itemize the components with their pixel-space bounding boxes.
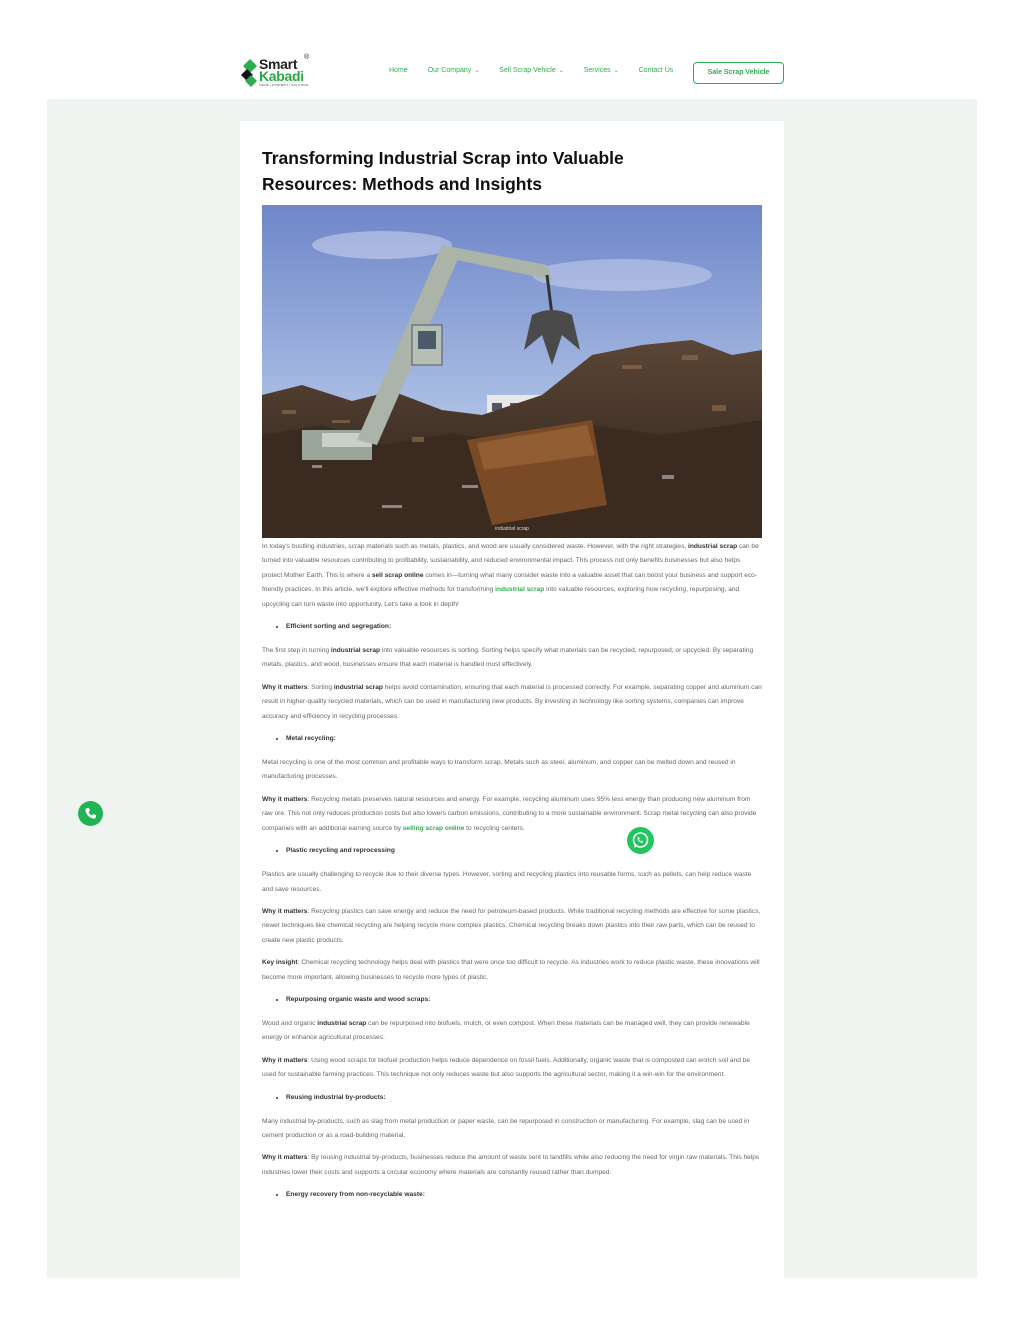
section-1-paragraph-2 xyxy=(262,681,762,724)
article-title: Transforming Industrial Scrap into Valuable Resources: Methods and Insights xyxy=(262,148,624,194)
section-3-list xyxy=(262,844,762,858)
s4-text-2: can be repurposed into biofuels, mulch, or even compost. When these materials can be managed well, they can provide renewable energy or enhance agricultural processes. xyxy=(262,1019,750,1042)
s1-why-text-2: helps avoid contamination, ensuring that each material is processed correctly. For example, separating copper and aluminum can result in higher-quality recycled materials, which can be used in manufacturing new products. By investing in technology like sorting systems, companies can improve accuracy and efficiency in recycling processes. xyxy=(262,683,762,720)
section-5-heading: • Reusing industrial by-products: xyxy=(286,1091,762,1105)
article-body xyxy=(262,540,762,1212)
s1-why-bold: industrial scrap xyxy=(333,683,383,691)
section-3-heading: • Plastic recycling and reprocessing xyxy=(286,844,762,858)
section-2-heading: • Metal recycling: xyxy=(286,732,762,746)
phone-icon xyxy=(78,801,103,826)
nav-sell-scrap-vehicle-label: Sell Scrap Vehicle xyxy=(499,67,556,74)
section-6-list xyxy=(262,1188,762,1202)
section-5-list xyxy=(262,1091,762,1105)
s1-why-text: : Sorting xyxy=(307,683,334,691)
nav-home[interactable] xyxy=(389,67,408,74)
intro-text-2: can be turned into valuable resources contributing to profitability, sustainability, and reduced environmental impact. This process not only benefits businesses but also helps protect Mother Earth. This is where a xyxy=(262,543,759,579)
logo-name-line2: Kabadi xyxy=(259,68,304,84)
sale-scrap-vehicle-button[interactable]: Sale Scrap Vehicle xyxy=(693,62,784,84)
intro-text-1: In today's bustling industries, scrap materials such as metals, plastics, and wood are usually considered waste. However, with the right strategies, xyxy=(262,543,689,550)
nav-services[interactable] xyxy=(584,67,619,74)
s4-why-text: : Using wood scraps for biofuel production helps reduce dependence on fossil fuels. Additionally, organic waste that is composted can enrich soil and be used for sustainable farming practices. This technique not only reduces waste but also supports the agricultural sector, making it a win-win for the environment. xyxy=(262,1056,751,1079)
main-nav xyxy=(389,67,693,74)
article-card xyxy=(240,121,784,1278)
scrap-excavator-illustration xyxy=(262,205,762,538)
s3-key-text: : Chemical recycling technology helps deal with plastics that were once too difficult to recycle. As industries work to reduce plastic waste, these innovations will become more important, allowing businesses to recycle more types of plastic. xyxy=(262,959,760,981)
s1-text: The first step in turning xyxy=(262,647,331,655)
s3-why-text: : Recycling plastics can save energy and reduce the need for petroleum-based products. While traditional recycling methods are effective for some plastics, newer techniques like chemical recycling are helping recycle more complex plastics. Chemical recycling breaks down plastics into their raw parts, which can be reused to create new plastic products. xyxy=(262,907,761,944)
key-insight-label: Key insight xyxy=(262,959,298,967)
s4-text: Wood and organic xyxy=(262,1019,318,1027)
selling-scrap-online-link[interactable]: selling scrap online xyxy=(402,824,465,832)
section-2-list xyxy=(262,732,762,746)
section-4-paragraph-1 xyxy=(262,1017,762,1046)
section-3-paragraph-2 xyxy=(262,905,762,948)
why-it-matters-label: Why it matters xyxy=(262,795,308,803)
nav-our-company[interactable] xyxy=(428,67,480,74)
nav-contact-us-label: Contact Us xyxy=(638,67,674,74)
s4-bold: industrial scrap xyxy=(317,1019,367,1027)
nav-home-label: Home xyxy=(389,67,408,74)
why-it-matters-label: Why it matters xyxy=(262,1056,308,1064)
page-frame xyxy=(47,47,977,1278)
site-header xyxy=(47,47,977,99)
section-3-paragraph-1: Plastics are usually challenging to recycle due to their diverse types. However, sorting and recycling plastics into reusable forms, such as pellets, can help reduce waste and save resources. xyxy=(262,871,752,893)
s1-text-2: into valuable resources is sorting. Sorting helps specify what materials can be recycled, repurposed, or upcycled. By separating metals, plastics, and wood, businesses ensure that each material is handled most effectively. xyxy=(262,647,754,669)
section-1-heading: • Efficient sorting and segregation: xyxy=(286,620,762,634)
section-4-paragraph-2 xyxy=(262,1054,762,1083)
why-it-matters-label: Why it matters xyxy=(262,1154,308,1162)
section-5-paragraph-1: Many industrial by-products, such as slag from metal production or paper waste, can be repurposed in construction or manufacturing. For example, slag can be used in cement production or as a road-building material. xyxy=(262,1117,750,1139)
intro-bold-2: sell scrap online xyxy=(371,571,424,579)
section-2-paragraph-1: Metal recycling is one of the most common and profitable ways to transform scrap. Metals such as steel, aluminum, and copper can be melted down and reused in manufacturing processes. xyxy=(262,759,736,781)
s1-bold: industrial scrap xyxy=(330,647,381,655)
why-it-matters-label: Why it matters xyxy=(262,907,308,915)
nav-contact-us[interactable] xyxy=(639,67,674,74)
nav-services-label: Services xyxy=(583,67,611,74)
intro-bold-1: industrial scrap xyxy=(688,543,738,550)
intro-paragraph xyxy=(262,540,762,612)
logo-name-line1: Smart xyxy=(259,56,298,72)
intro-text-4: into valuable resources, exploring how recycling, repurposing, and upcycling can turn waste into opportunity. Let's take a look in depth! xyxy=(262,586,740,608)
nav-sell-scrap-vehicle[interactable] xyxy=(499,67,563,74)
s2-why-text: : Recycling metals preserves natural resources and energy. For example, recycling aluminum uses 95% less energy than producing new aluminum from raw ore. This not only reduces production costs but also lowers carbon emissions, contributing to a more sustainable environment. Scrap metal recycling can also provide companies with an additional earning source by xyxy=(262,795,757,832)
section-4-heading: • Repurposing organic waste and wood scraps: xyxy=(286,993,762,1007)
section-2-paragraph-2 xyxy=(262,793,762,836)
s2-why-text-2: to recycling centers. xyxy=(464,824,525,832)
logo-tagline: THINK | CONNECT | SOLUTION xyxy=(259,83,309,87)
call-button[interactable] xyxy=(78,801,103,826)
section-4-list xyxy=(262,993,762,1007)
image-caption: industrial scrap xyxy=(495,526,529,532)
whatsapp-icon xyxy=(627,827,654,854)
section-6-heading: • Energy recovery from non-recyclable waste: xyxy=(286,1188,762,1202)
registered-mark: ® xyxy=(304,54,310,61)
chevron-down-icon: ⌄ xyxy=(474,68,480,74)
intro-text-3: comes in—turning what many consider waste into a valuable asset that can boost your business and support eco-friendly practices. In this article, we'll explore effective methods for transforming xyxy=(262,571,758,594)
section-1-paragraph-1 xyxy=(262,644,762,673)
chevron-down-icon: ⌄ xyxy=(613,68,619,74)
s5-why-text: : By reusing industrial by-products, businesses reduce the amount of waste sent to landfills while also reducing the need for virgin raw materials. This helps industries lower their costs and supports a circular economy where materials are constantly reused rather than dumped. xyxy=(262,1154,760,1176)
section-5-paragraph-2 xyxy=(262,1151,762,1180)
nav-our-company-label: Our Company xyxy=(427,67,472,74)
section-3-paragraph-3 xyxy=(262,956,762,985)
why-it-matters-label: Why it matters xyxy=(262,683,308,691)
logo-mark-icon xyxy=(241,57,259,89)
hero-image xyxy=(262,205,762,538)
brand-logo[interactable] xyxy=(241,54,313,89)
whatsapp-button[interactable] xyxy=(627,827,654,854)
industrial-scrap-link[interactable]: industrial scrap xyxy=(495,586,545,594)
chevron-down-icon: ⌄ xyxy=(558,68,564,74)
section-1-list xyxy=(262,620,762,634)
